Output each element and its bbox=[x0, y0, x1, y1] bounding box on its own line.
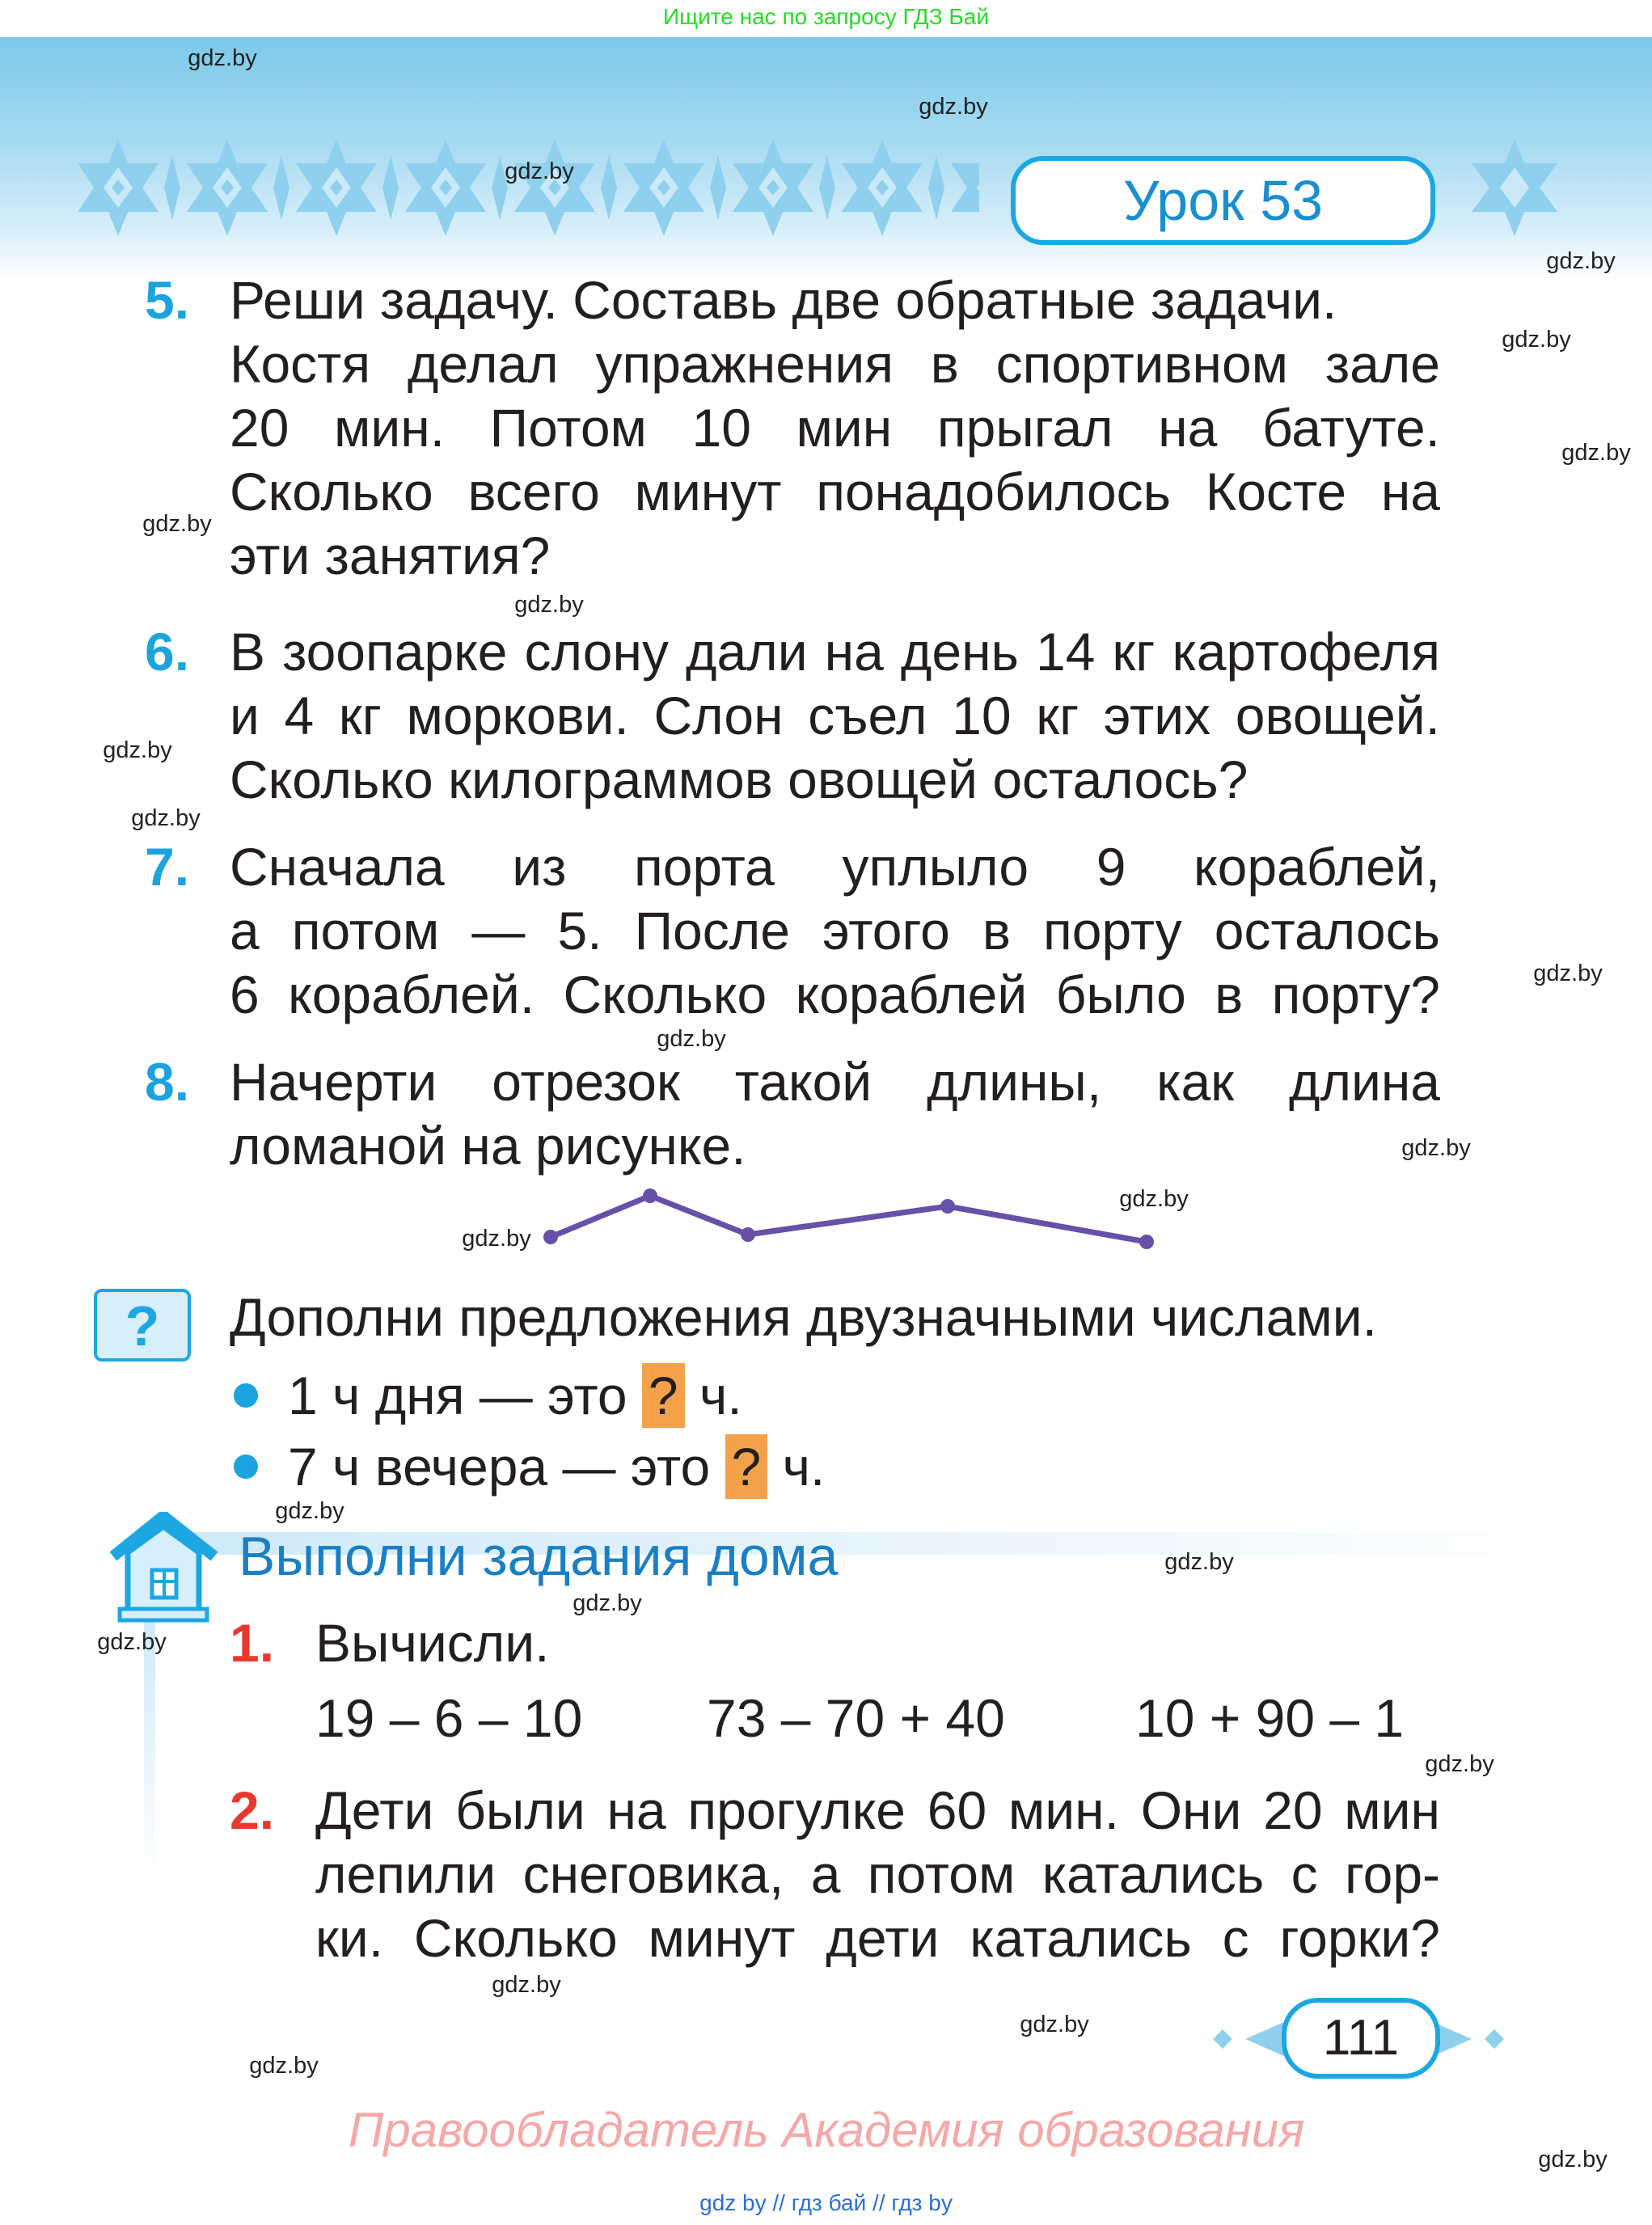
watermark: gdz.by bbox=[919, 94, 988, 120]
lesson-title: Урок 53 bbox=[1011, 156, 1435, 245]
text-line: лепили снеговика, а потом катались с гор- bbox=[315, 1844, 1440, 1904]
watermark: gdz.by bbox=[275, 1498, 344, 1524]
polyline bbox=[551, 1196, 1147, 1242]
task-number: 6. bbox=[145, 622, 190, 682]
watermark: gdz.by bbox=[97, 1629, 167, 1655]
rights-holder-text: Правообладатель Академия образования bbox=[348, 2103, 1305, 2157]
text-line: Сколько всего минут понадобилось Косте на bbox=[230, 462, 1440, 521]
fill-sentence bbox=[288, 1434, 825, 1499]
house-icon bbox=[105, 1512, 222, 1625]
text-line: Костя делал упражнения в спортивном зале bbox=[230, 334, 1440, 394]
text-line: Сколько килограммов овощей осталось? bbox=[230, 749, 1249, 809]
expression: 73 – 70 + 40 bbox=[707, 1688, 1005, 1748]
homework-title: Выполни задания дома bbox=[239, 1526, 839, 1587]
question-title: Дополни предложения двузначными числами. bbox=[230, 1287, 1377, 1347]
watermark: gdz.by bbox=[514, 592, 584, 618]
task-number: 7. bbox=[145, 837, 190, 897]
bullet-icon bbox=[234, 1383, 258, 1408]
polyline-vertex bbox=[940, 1199, 955, 1214]
watermark: gdz.by bbox=[1561, 440, 1631, 466]
polyline-vertex bbox=[741, 1227, 755, 1242]
watermark: gdz.by bbox=[462, 1226, 531, 1252]
watermark: gdz.by bbox=[505, 158, 574, 184]
text-line: ломаной на рисунке. bbox=[230, 1116, 746, 1176]
watermark: gdz.by bbox=[1020, 2012, 1089, 2037]
bullet-icon bbox=[234, 1454, 258, 1479]
polyline-vertex bbox=[1139, 1235, 1154, 1249]
watermark: gdz.by bbox=[492, 1972, 561, 1998]
watermark: gdz.by bbox=[1119, 1186, 1189, 1212]
fill-sentence bbox=[288, 1363, 742, 1428]
text-line: а потом — 5. После этого в порту осталось bbox=[230, 901, 1440, 961]
answer-blank: ? bbox=[725, 1434, 768, 1499]
watermark: gdz.by bbox=[142, 511, 212, 537]
watermark: gdz.by bbox=[1533, 961, 1603, 986]
text-line: ки. Сколько минут дети катались с горки? bbox=[315, 1908, 1440, 1968]
watermark: gdz.by bbox=[249, 2053, 319, 2079]
watermark: gdz.by bbox=[103, 737, 172, 763]
text-line: 20 мин. Потом 10 мин прыгал на батуте. bbox=[230, 398, 1440, 458]
watermark: gdz.by bbox=[1401, 1135, 1471, 1161]
homework-task-2-text bbox=[315, 1779, 1440, 1970]
text-line: Начерти отрезок такой длины, как длина bbox=[230, 1052, 1440, 1112]
sentence-unit: ч. bbox=[782, 1437, 826, 1497]
text-line: 6 кораблей. Сколько кораблей было в порту? bbox=[230, 965, 1440, 1024]
text-line: и 4 кг моркови. Слон съел 10 кг этих овощей. bbox=[230, 686, 1440, 745]
sentence-text: 1 ч дня — это bbox=[288, 1366, 627, 1425]
watermark: gdz.by bbox=[1425, 1751, 1494, 1777]
watermark: gdz.by bbox=[657, 1026, 726, 1052]
polyline-vertex bbox=[543, 1230, 558, 1244]
text-line: Реши задачу. Составь две обратные задачи. bbox=[230, 270, 1337, 330]
footer-links[interactable]: gdz by // гдз бай // гдз by bbox=[699, 2190, 953, 2215]
polyline-vertex bbox=[643, 1188, 657, 1203]
watermark: gdz.by bbox=[572, 1590, 642, 1616]
answer-blank: ? bbox=[642, 1363, 685, 1428]
watermark: gdz.by bbox=[188, 45, 257, 71]
watermark: gdz.by bbox=[1502, 327, 1571, 353]
watermark: gdz.by bbox=[1538, 2147, 1608, 2172]
sentence-unit: ч. bbox=[699, 1366, 742, 1425]
text-line: Дети были на прогулке 60 мин. Они 20 мин bbox=[315, 1780, 1440, 1840]
expression: 10 + 90 – 1 bbox=[1135, 1688, 1405, 1748]
expression: 19 – 6 – 10 bbox=[315, 1688, 583, 1748]
sentence-text: 7 ч вечера — это bbox=[288, 1437, 711, 1497]
homework-task-title: Вычисли. bbox=[315, 1613, 550, 1673]
watermark: gdz.by bbox=[1546, 248, 1616, 274]
watermark: gdz.by bbox=[131, 805, 201, 831]
task-number: 5. bbox=[145, 270, 190, 330]
homework-task-number: 1. bbox=[230, 1613, 275, 1673]
page-number: 111 bbox=[1282, 1998, 1440, 2079]
text-line: В зоопарке слону дали на день 14 кг картофеля bbox=[230, 622, 1440, 682]
homework-task-number: 2. bbox=[230, 1780, 275, 1840]
task-number: 8. bbox=[145, 1052, 190, 1112]
top-banner: Ищите нас по запросу ГДЗ Бай bbox=[662, 4, 990, 29]
text-line: Сначала из порта уплыло 9 кораблей, bbox=[230, 837, 1440, 897]
question-icon: ? bbox=[94, 1289, 191, 1362]
watermark: gdz.by bbox=[1164, 1549, 1234, 1575]
text-line: эти занятия? bbox=[230, 526, 551, 585]
homework-side-line bbox=[144, 1617, 155, 1876]
